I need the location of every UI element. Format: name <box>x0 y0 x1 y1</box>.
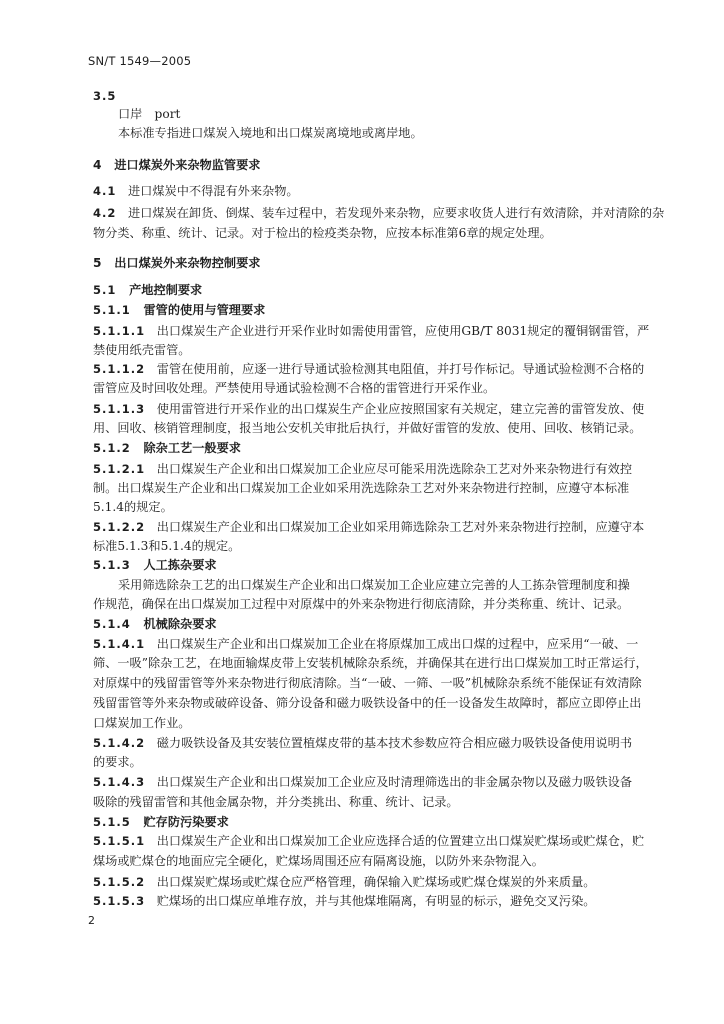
subsection-heading <box>93 617 217 631</box>
clause-text: 出口煤炭生产企业和出口煤炭加工企业在将原煤加工成出口煤的过程中，应采用“一破、一 <box>156 637 639 651</box>
clause-text: 使用雷管进行开采作业的出口煤炭生产企业应按照国家有关规定，建立完善的雷管发放、使 <box>156 402 645 416</box>
clause-title: 产地控制要求 <box>129 283 203 297</box>
section-title: 进口煤炭外来杂物监管要求 <box>114 158 261 172</box>
section-heading <box>93 158 260 172</box>
clause-number: 5.1.2.2 <box>93 520 146 534</box>
clause-number: 4.1 <box>93 184 117 198</box>
body-text: 禁使用纸壳雷管。 <box>93 343 191 357</box>
body-text: 对原煤中的残留雷管等外来杂物进行彻底清除。当“一破、一筛、一吸”机械除杂系统不能保证有效清除 <box>93 676 642 690</box>
clause-text: 进口煤炭中不得混有外来杂物。 <box>128 184 299 198</box>
clause-text: 出口煤炭贮煤场或贮煤仓应严格管理，确保输入贮煤场或贮煤仓煤炭的外来质量。 <box>156 875 596 889</box>
body-text: 口煤炭加工作业。 <box>93 716 191 730</box>
clause-number: 5.1.1.2 <box>93 362 146 376</box>
clause-number: 5.1.1.3 <box>93 402 146 416</box>
clause-text: 进口煤炭在卸货、倒煤、装车过程中，若发现外来杂物，应要求收货人进行有效清除，并对清除的杂 <box>128 206 665 220</box>
clause-line <box>93 520 644 534</box>
clause-line <box>93 834 644 848</box>
body-text: 本标准专指进口煤炭入境地和出口煤炭离境地或离岸地。 <box>118 126 423 140</box>
subsection-heading <box>93 815 229 829</box>
clause-line <box>93 362 644 376</box>
clause-number: 5.1.4 <box>93 617 131 631</box>
clause-title: 贮存防污染要求 <box>143 815 229 829</box>
subsection-heading <box>93 558 217 572</box>
body-text: 筛、一吸”除杂工艺，在地面输煤皮带上安装机械除杂系统，并确保其在进行出口煤炭加工时正常运行， <box>93 656 648 670</box>
clause-text: 磁力吸铁设备及其安装位置植煤皮带的基本技术参数应符合相应磁力吸铁设备使用说明书 <box>156 736 633 750</box>
clause-text: 出口煤炭生产企业进行开采作业时如需使用雷管，应使用GB/T 8031规定的覆铜钢雷管，严 <box>156 324 650 338</box>
clause-number: 5.1.3 <box>93 558 131 572</box>
clause-number: 5.1.4.2 <box>93 736 146 750</box>
body-text: 用、回收、核销管理制度，报当地公安机关审批后执行，并做好雷管的发放、使用、回收、核销记录。 <box>93 421 642 435</box>
page-number: 2 <box>88 914 95 927</box>
clause-number: 5.1.5.2 <box>93 875 146 889</box>
clause-line <box>93 402 644 416</box>
subsection-heading <box>93 303 265 317</box>
body-text: 5.1.4的规定。 <box>93 500 173 514</box>
section-heading <box>93 256 260 270</box>
section-number: 4 <box>93 158 102 172</box>
clause-text: 出口煤炭生产企业和出口煤炭加工企业应及时清理筛选出的非金属杂物以及磁力吸铁设备 <box>156 775 633 789</box>
body-text: 的要求。 <box>93 755 142 769</box>
clause-line <box>93 894 596 908</box>
clause-title: 人工拣杂要求 <box>143 558 217 572</box>
standard-header: SN/T 1549—2005 <box>88 54 192 68</box>
body-text: 标准5.1.3和5.1.4的规定。 <box>93 539 241 553</box>
clause-title: 机械除杂要求 <box>143 617 217 631</box>
body-text: 吸除的残留雷管和其他金属杂物，并分类挑出、称重、统计、记录。 <box>93 795 459 809</box>
clause-text: 出口煤炭生产企业和出口煤炭加工企业应选择合适的位置建立出口煤炭贮煤场或贮煤仓，贮 <box>156 834 645 848</box>
subsection-heading <box>93 283 202 297</box>
clause-line <box>93 637 638 651</box>
clause-number: 5.1.2.1 <box>93 462 146 476</box>
body-text: 煤场或贮煤仓的地面应完全硬化，贮煤场周围还应有隔离设施，以防外来杂物混入。 <box>93 854 544 868</box>
clause-number: 5.1 <box>93 283 117 297</box>
clause-number: 5.1.2 <box>93 441 131 455</box>
clause-line <box>93 875 596 889</box>
subsection-heading <box>93 441 241 455</box>
clause-number: 5.1.1 <box>93 303 131 317</box>
clause-line <box>93 775 632 789</box>
clause-number: 5.1.4.1 <box>93 637 146 651</box>
section-title: 出口煤炭外来杂物控制要求 <box>114 256 261 270</box>
clause-number: 5.1.4.3 <box>93 775 146 789</box>
clause-text: 出口煤炭生产企业和出口煤炭加工企业如采用筛选除杂工艺对外来杂物进行控制，应遵守本 <box>156 520 645 534</box>
clause-text: 出口煤炭生产企业和出口煤炭加工企业应尽可能采用洗选除杂工艺对外来杂物进行有效控 <box>156 462 633 476</box>
clause-text: 贮煤场的出口煤应单堆存放，并与其他煤堆隔离，有明显的标示，避免交叉污染。 <box>156 894 596 908</box>
body-text: 残留雷管等外来杂物或破碎设备、筛分设备和磁力吸铁设备中的任一设备发生故障时，都应立即停止出 <box>93 696 642 710</box>
clause-number: 5.1.5.3 <box>93 894 146 908</box>
section-number: 5 <box>93 256 102 270</box>
clause-number: 5.1.5 <box>93 815 131 829</box>
clause-title: 雷管的使用与管理要求 <box>143 303 266 317</box>
clause-text: 雷管在使用前，应逐一进行导通试验检测其电阻值，并打号作标记。导通试验检测不合格的 <box>156 362 645 376</box>
clause-number: 3.5 <box>93 89 117 103</box>
body-text: 作规范，确保在出口煤炭加工过程中对原煤中的外来杂物进行彻底清除，并分类称重、统计、记录。 <box>93 597 630 611</box>
clause-number: 5.1.5.1 <box>93 834 146 848</box>
clause-line <box>93 324 649 338</box>
term-line: 口岸 port <box>118 107 181 121</box>
body-text: 雷管应及时回收处理。严禁使用导通试验检测不合格的雷管进行开采作业。 <box>93 381 496 395</box>
body-text: 物分类、称重、统计、记录。对于检出的检疫类杂物，应按本标准第6章的规定处理。 <box>93 226 552 240</box>
body-text: 制。出口煤炭生产企业和出口煤炭加工企业如采用洗选除杂工艺对外来杂物进行控制，应遵守本标准 <box>93 481 630 495</box>
clause-number: 5.1.1.1 <box>93 324 146 338</box>
clause-line <box>93 462 632 476</box>
body-text: 采用筛选除杂工艺的出口煤炭生产企业和出口煤炭加工企业应建立完善的人工拣杂管理制度和操 <box>118 578 630 592</box>
clause-title: 除杂工艺一般要求 <box>143 441 241 455</box>
clause-line <box>93 184 299 198</box>
clause-line <box>93 736 632 750</box>
clause-number: 4.2 <box>93 206 117 220</box>
clause-line <box>93 206 664 220</box>
